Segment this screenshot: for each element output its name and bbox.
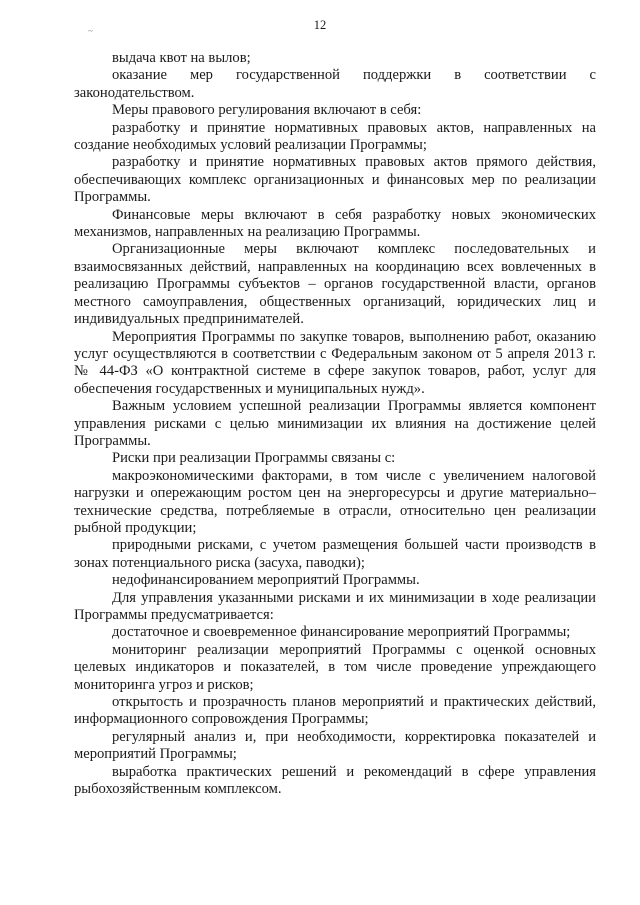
document-body [74, 50, 596, 798]
paragraph-regular-analysis: регулярный анализ и, при необходимости, корректировка показателей и мероприятий Программы; [74, 728, 596, 763]
paragraph-risk-mitigation-intro: Для управления указанными рисками и их минимизации в ходе реализации Программы предусматривается: [74, 589, 596, 623]
paragraph-risk-management: Важным условием успешной реализации Программы является компонент управления рисками с целью минимизации их влияния на достижение целей Программы. [74, 398, 596, 449]
paragraph-quota-issuance: выдача квот на вылов; [112, 50, 251, 66]
paragraph-direct-action-acts: разработку и принятие нормативных правовых актов прямого действия, обеспечивающих комплекс организационных и финансовых мер по реализации Программы. [74, 154, 596, 206]
paragraph-monitoring: мониторинг реализации мероприятий Программы с оценкой основных целевых индикаторов и показателей, в том числе проведение упреждающего мониторинга угроз и рисков; [74, 641, 596, 693]
scan-mark: ~ [88, 26, 93, 36]
paragraph-risks-intro: Риски при реализации Программы связаны с: [112, 450, 396, 467]
paragraph-underfunding: недофинансированием мероприятий Программы. [112, 572, 420, 589]
paragraph-organizational-measures: Организационные меры включают комплекс последовательных и взаимосвязанных действий, направленных на координацию всех вовлеченных в реализацию Программы субъектов – органов государственной власти, органов местного самоуправления, общественных организаций, юридических лиц и индивидуальных предпринимателей. [74, 241, 596, 328]
paragraph-transparency: открытость и прозрачность планов мероприятий и практических действий, информационного сопровождения Программы; [74, 694, 596, 728]
paragraph-normative-acts: разработку и принятие нормативных правовых актов, направленных на создание необходимых условий реализации Программы; [74, 119, 596, 154]
paragraph-state-support: оказание мер государственной поддержки в соответствии с законодательством. [74, 67, 596, 101]
paragraph-adequate-funding: достаточное и своевременное финансирование мероприятий Программы; [112, 624, 571, 641]
paragraph-financial-measures: Финансовые меры включают в себя разработку новых экономических механизмов, направленных на реализацию Программы. [74, 206, 596, 241]
paragraph-natural-risks: природными рисками, с учетом размещения большей части производств в зонах потенциального риска (засуха, паводки); [74, 537, 596, 571]
page-number: 12 [313, 18, 327, 32]
paragraph-procurement: Мероприятия Программы по закупке товаров, выполнению работ, оказанию услуг осуществляются в соответствии с Федеральным законом от 5 апреля 2013 г. № 44-ФЗ «О контрактной системе в сфере закупок товаров, работ, услуг для обеспечения государственных и муниципальных нужд». [74, 328, 596, 397]
paragraph-macroeconomic-risks: макроэкономическими факторами, в том числе с увеличением налоговой нагрузки и опережающим ростом цен на энергоресурсы и другие материально–технические средства, потребляемые в отрасли, относительно цен реализации рыбной продукции; [74, 467, 596, 536]
paragraph-practical-solutions: выработка практических решений и рекомендаций в сфере управления рыбохозяйственным комплексом. [74, 763, 596, 798]
paragraph-legal-measures: Меры правового регулирования включают в себя: [112, 102, 422, 119]
